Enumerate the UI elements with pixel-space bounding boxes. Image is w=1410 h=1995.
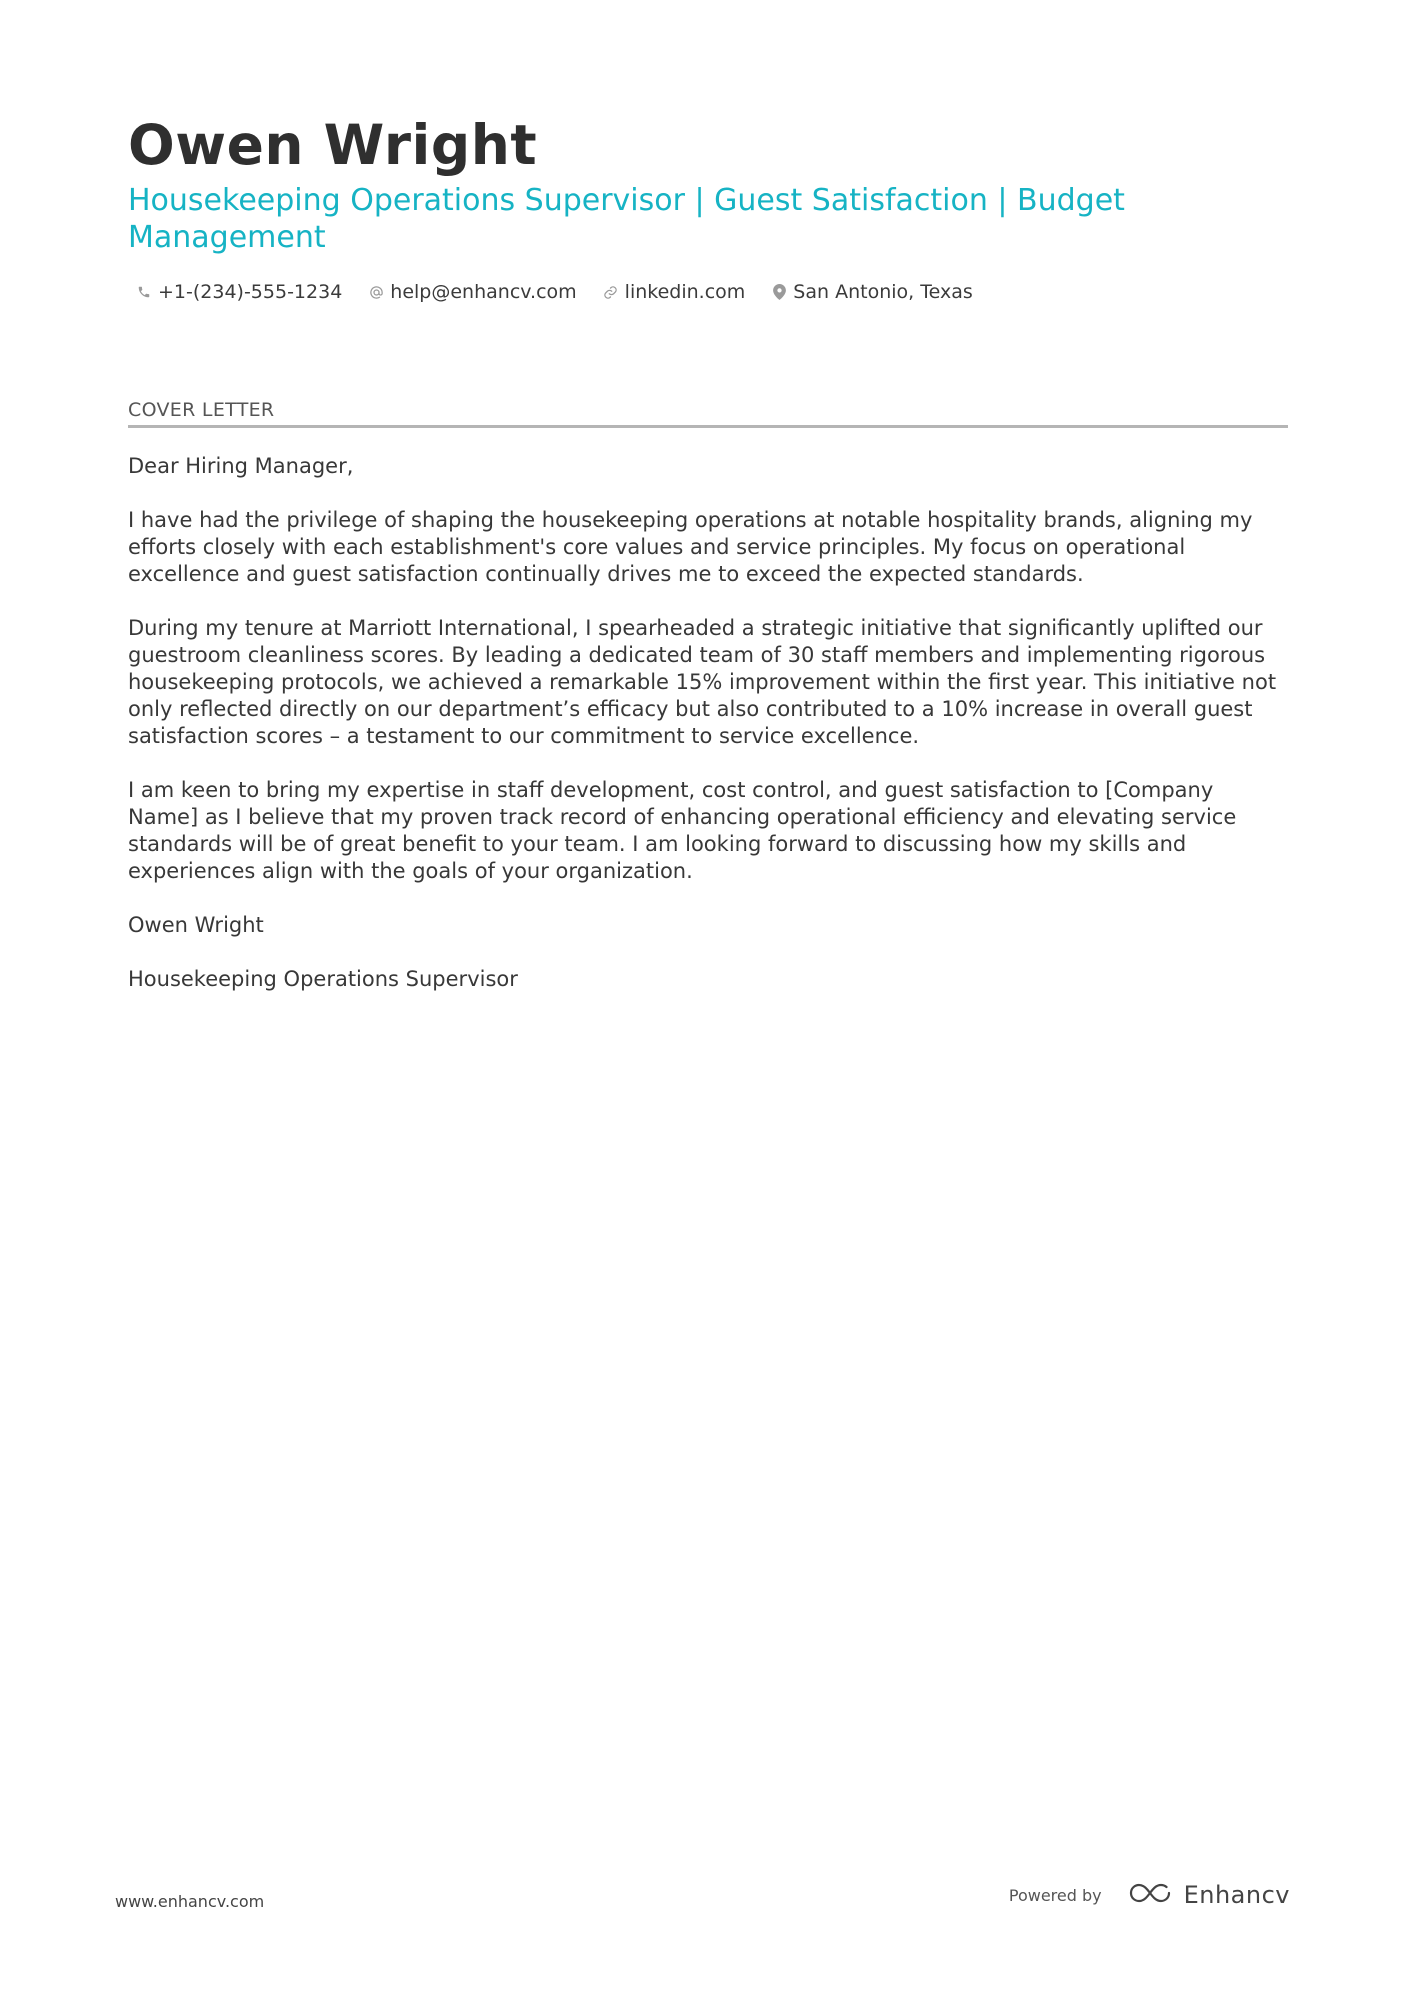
phone-icon	[136, 283, 152, 301]
at-icon	[368, 283, 384, 301]
contact-phone	[136, 279, 342, 305]
contact-email[interactable]	[368, 279, 576, 305]
contact-linkedin-text[interactable]: linkedin.com	[624, 281, 746, 303]
candidate-name: Owen Wright	[128, 113, 538, 177]
contact-bar	[136, 279, 1288, 305]
brand-name: Enhancv	[1183, 1881, 1290, 1909]
powered-by-label: Powered by	[1008, 1885, 1102, 1905]
candidate-title: Housekeeping Operations Supervisor | Guest Satisfaction | Budget Management	[128, 183, 1125, 255]
section-title: COVER LETTER	[128, 398, 1288, 428]
letter-paragraph: I am keen to bring my expertise in staff development, cost control, and guest satisfaction to [Company Name] as I believe that my proven track record of enhancing operational efficiency and elevating service standards will be of great benefit to your team. I am looking forward to discussing how my skills and experiences align with the goals of your organization.	[128, 778, 1237, 883]
contact-location-text: San Antonio, Texas	[793, 281, 973, 303]
header	[128, 112, 1288, 305]
letter-body	[128, 453, 1288, 993]
signature-title: Housekeeping Operations Supervisor	[128, 967, 518, 991]
contact-location	[771, 279, 972, 305]
letter-paragraph: During my tenure at Marriott International, I spearheaded a strategic initiative that significantly uplifted our guestroom cleanliness scores. By leading a dedicated team of 30 staff members and implementing rigorous housekeeping protocols, we achieved a remarkable 15% improvement within the first year. This initiative not only reflected directly on our department’s efficacy but also contributed to a 10% increase in overall guest satisfaction scores – a testament to our commitment to service excellence.	[128, 616, 1277, 748]
letter-paragraph: I have had the privilege of shaping the housekeeping operations at notable hospitality brands, aligning my efforts closely with each establishment's core values and service principles. My focus on operational excellence and guest satisfaction continually drives me to exceed the expected standards.	[128, 508, 1253, 586]
link-icon	[603, 283, 619, 301]
cover-letter-section	[128, 398, 1288, 1020]
contact-email-text[interactable]: help@enhancv.com	[390, 281, 577, 303]
signature-name: Owen Wright	[128, 913, 264, 937]
contact-linkedin[interactable]	[603, 279, 746, 305]
location-pin-icon	[771, 283, 787, 301]
footer-website[interactable]: www.enhancv.com	[115, 1892, 265, 1911]
letter-greeting: Dear Hiring Manager,	[128, 454, 354, 478]
contact-phone-text: +1-(234)-555-1234	[158, 281, 343, 303]
enhancv-logo-icon	[1128, 1880, 1184, 1910]
footer-branding	[1009, 1880, 1290, 1910]
